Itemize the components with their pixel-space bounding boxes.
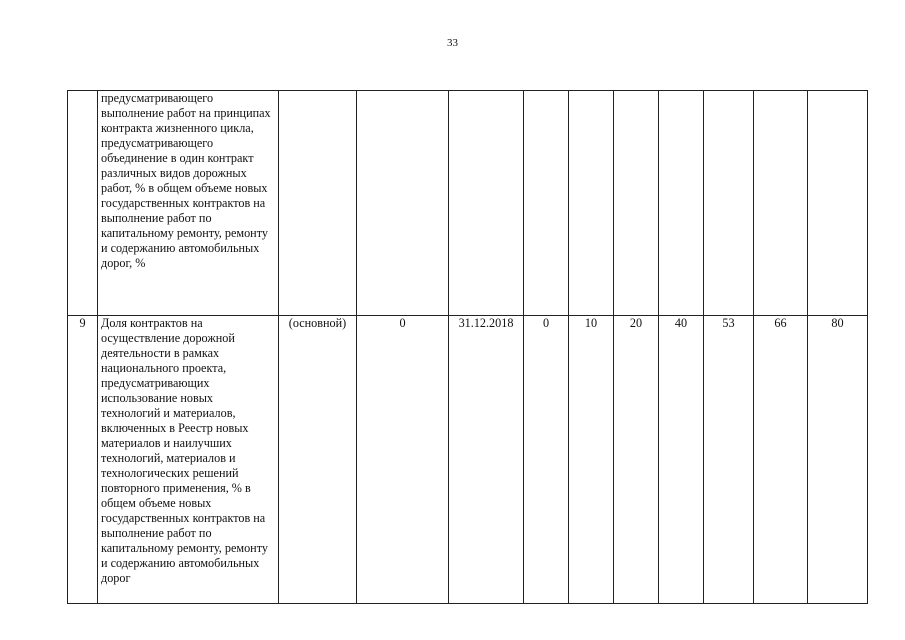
row-number: 9 <box>68 316 98 604</box>
period-value: 80 <box>808 316 868 604</box>
period-value <box>659 91 704 316</box>
period-value: 0 <box>524 316 569 604</box>
indicator-description: предусматривающего выполнение работ на принципах контракта жизненного цикла, предусматривающего объединение в один контракт различных видов дорожных работ, % в общем объеме новых государственных контрактов на выполнение работ по капитальному ремонту, ремонту и содержанию автомобильных дорог, % <box>98 91 279 316</box>
period-value: 40 <box>659 316 704 604</box>
indicator-description: Доля контрактов на осуществление дорожной деятельности в рамках национального проекта, предусматривающих использование новых технологий и материалов, включенных в Реестр новых материалов и наилучших технологий, материалов и технологических решений повторного применения, % в общем объеме новых государственных контрактов на выполнение работ по капитальному ремонту, ремонту и содержанию автомобильных дорог <box>98 316 279 604</box>
indicator-type <box>279 91 357 316</box>
period-value <box>569 91 614 316</box>
base-value: 0 <box>357 316 449 604</box>
base-date <box>449 91 524 316</box>
table-row <box>68 91 868 316</box>
period-value: 10 <box>569 316 614 604</box>
period-value <box>704 91 754 316</box>
period-value <box>614 91 659 316</box>
base-date: 31.12.2018 <box>449 316 524 604</box>
period-value: 53 <box>704 316 754 604</box>
period-value: 66 <box>754 316 808 604</box>
period-value <box>754 91 808 316</box>
period-value <box>808 91 868 316</box>
page-number: 33 <box>447 37 458 49</box>
indicator-type: (основной) <box>279 316 357 604</box>
period-value <box>524 91 569 316</box>
period-value: 20 <box>614 316 659 604</box>
base-value <box>357 91 449 316</box>
table-row <box>68 316 868 604</box>
indicator-table <box>67 90 868 604</box>
row-number <box>68 91 98 316</box>
